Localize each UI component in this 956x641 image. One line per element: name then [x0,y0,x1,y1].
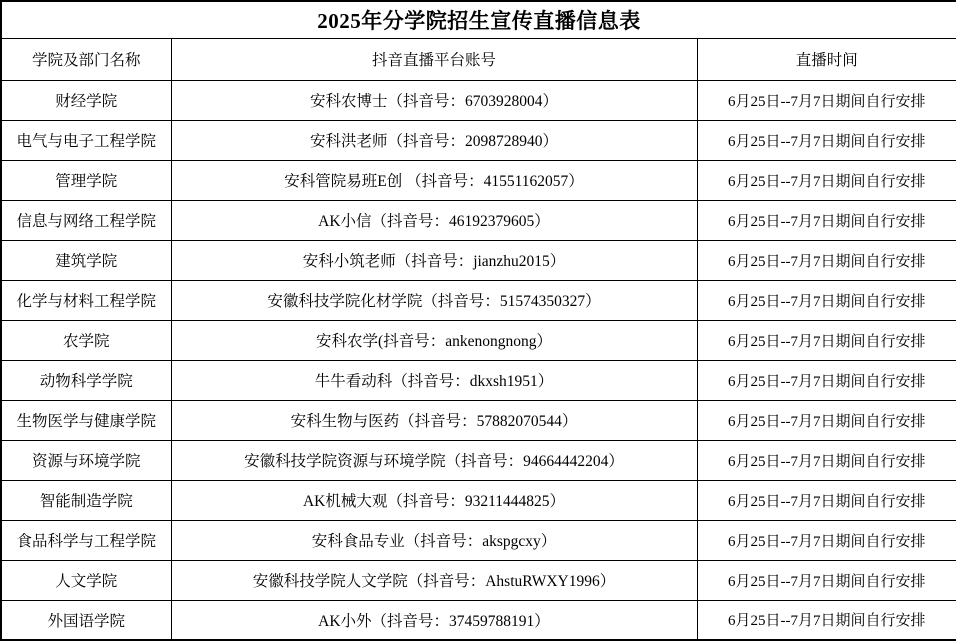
account-cell: AK小外（抖音号：37459788191） [171,600,697,640]
table-row [1,600,956,640]
college-cell: 外国语学院 [1,600,171,640]
account-cell: 安徽科技学院化材学院（抖音号：51574350327） [171,280,697,320]
college-cell: 农学院 [1,320,171,360]
college-cell: 人文学院 [1,560,171,600]
time-cell: 6月25日--7月7日期间自行安排 [697,360,956,400]
col-header-time: 直播时间 [697,38,956,80]
col-header-account: 抖音直播平台账号 [171,38,697,80]
time-cell: 6月25日--7月7日期间自行安排 [697,80,956,120]
account-cell: AK机械大观（抖音号：93211444825） [171,480,697,520]
college-cell: 化学与材料工程学院 [1,280,171,320]
college-cell: 管理学院 [1,160,171,200]
time-cell: 6月25日--7月7日期间自行安排 [697,240,956,280]
college-cell: 信息与网络工程学院 [1,200,171,240]
account-cell: 安徽科技学院资源与环境学院（抖音号：94664442204） [171,440,697,480]
header-row [1,38,956,80]
table-row [1,400,956,440]
time-cell: 6月25日--7月7日期间自行安排 [697,320,956,360]
account-cell: 安科农博士（抖音号：6703928004） [171,80,697,120]
time-cell: 6月25日--7月7日期间自行安排 [697,600,956,640]
college-cell: 电气与电子工程学院 [1,120,171,160]
table-row [1,360,956,400]
table-row [1,80,956,120]
college-cell: 财经学院 [1,80,171,120]
title-row [1,1,956,38]
page-title: 2025年分学院招生宣传直播信息表 [1,1,956,38]
table-row [1,520,956,560]
table-row [1,560,956,600]
time-cell: 6月25日--7月7日期间自行安排 [697,560,956,600]
account-cell: 安科小筑老师（抖音号：jianzhu2015） [171,240,697,280]
table-row [1,200,956,240]
table-row [1,320,956,360]
time-cell: 6月25日--7月7日期间自行安排 [697,120,956,160]
account-cell: 牛牛看动科（抖音号：dkxsh1951） [171,360,697,400]
account-cell: 安徽科技学院人文学院（抖音号：AhstuRWXY1996） [171,560,697,600]
table-row [1,480,956,520]
time-cell: 6月25日--7月7日期间自行安排 [697,280,956,320]
table-body [1,80,956,640]
table-row [1,440,956,480]
table-row [1,240,956,280]
table-row [1,120,956,160]
college-cell: 资源与环境学院 [1,440,171,480]
time-cell: 6月25日--7月7日期间自行安排 [697,200,956,240]
account-cell: 安科生物与医药（抖音号：57882070544） [171,400,697,440]
college-cell: 动物科学学院 [1,360,171,400]
account-cell: 安科食品专业（抖音号：akspgcxy） [171,520,697,560]
account-cell: 安科洪老师（抖音号：2098728940） [171,120,697,160]
time-cell: 6月25日--7月7日期间自行安排 [697,160,956,200]
table-row [1,160,956,200]
table-row [1,280,956,320]
time-cell: 6月25日--7月7日期间自行安排 [697,440,956,480]
college-cell: 智能制造学院 [1,480,171,520]
college-cell: 建筑学院 [1,240,171,280]
time-cell: 6月25日--7月7日期间自行安排 [697,520,956,560]
time-cell: 6月25日--7月7日期间自行安排 [697,480,956,520]
college-cell: 食品科学与工程学院 [1,520,171,560]
col-header-college: 学院及部门名称 [1,38,171,80]
account-cell: 安科管院易班E创 （抖音号：41551162057） [171,160,697,200]
time-cell: 6月25日--7月7日期间自行安排 [697,400,956,440]
college-cell: 生物医学与健康学院 [1,400,171,440]
account-cell: 安科农学(抖音号：ankenongnong） [171,320,697,360]
account-cell: AK小信（抖音号：46192379605） [171,200,697,240]
